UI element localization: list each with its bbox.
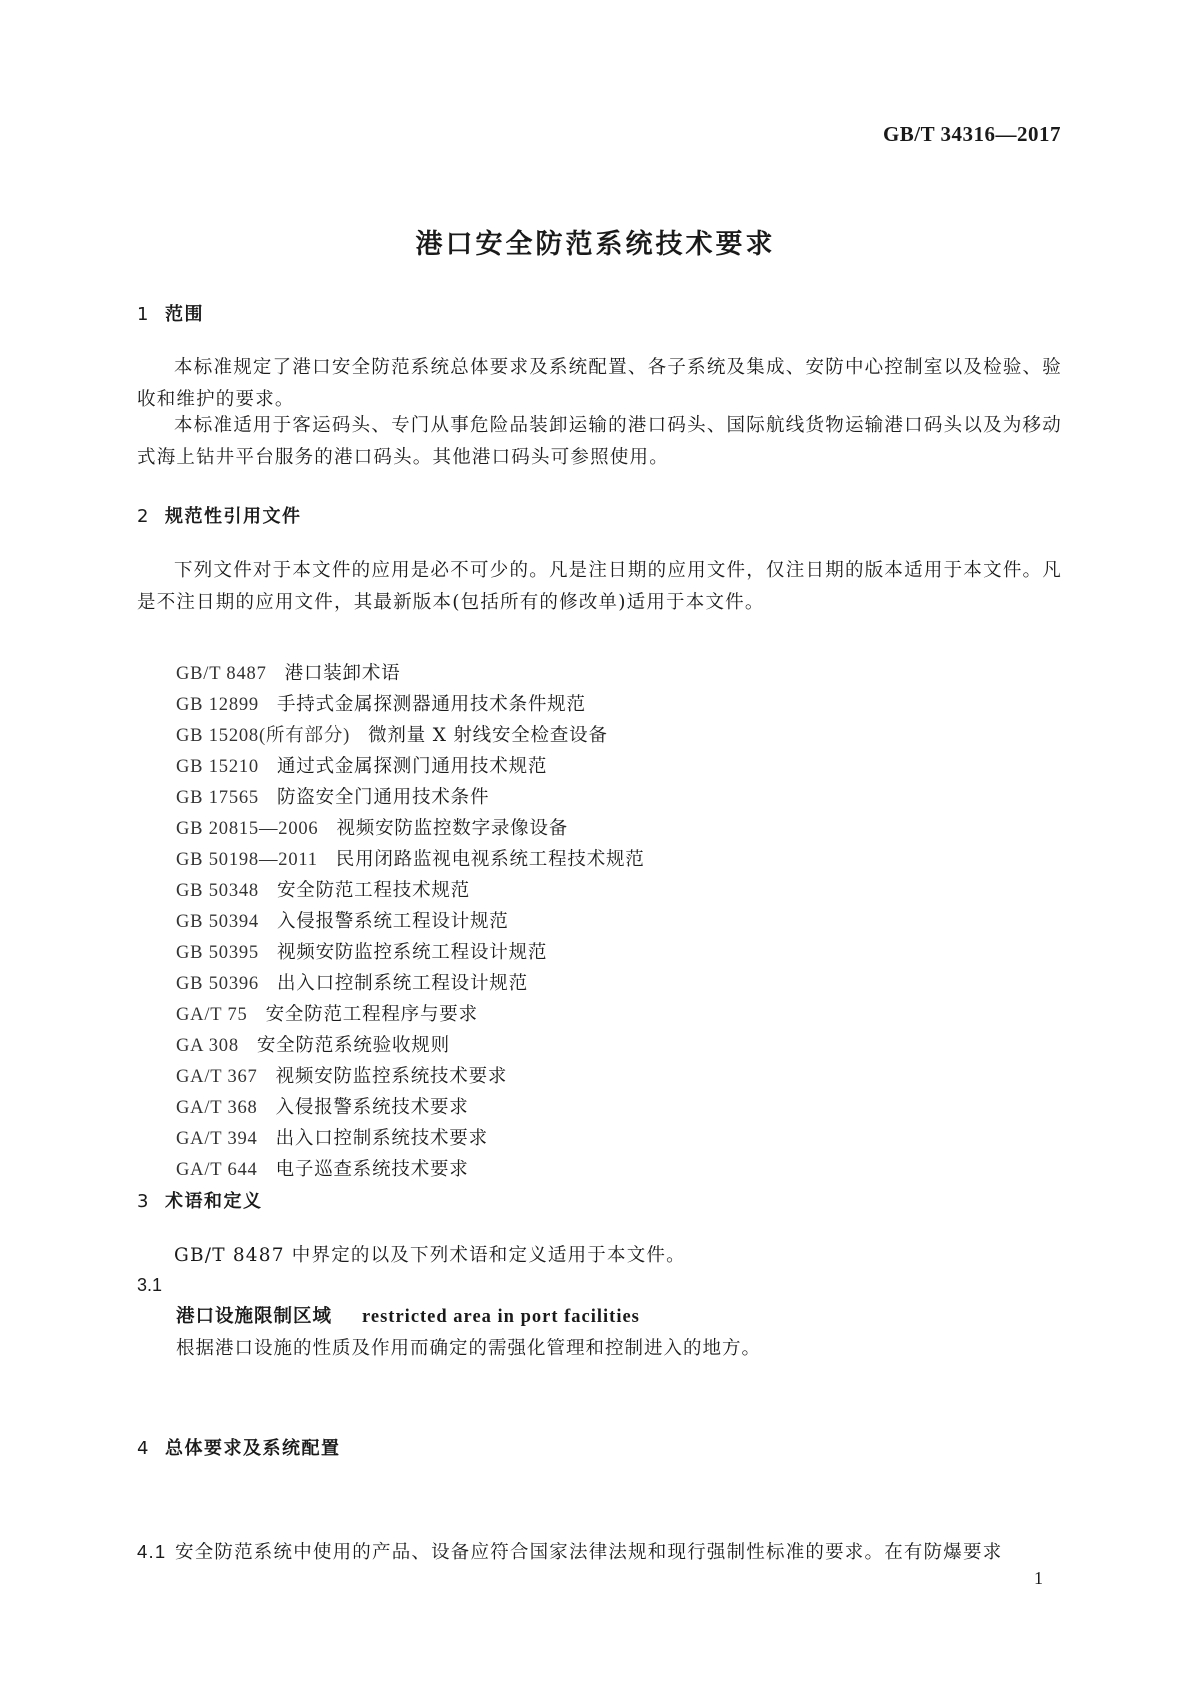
standard-code: GB/T 34316—2017	[882, 122, 1061, 146]
section-number: 3	[137, 1191, 150, 1212]
reference-code: GB 50395	[176, 943, 259, 963]
section-title: 术语和定义	[165, 1191, 263, 1212]
paragraph: 下列文件对于本文件的应用是必不可少的。凡是注日期的应用文件，仅注日期的版本适用于本文件。凡是不注日期的应用文件，其最新版本(包括所有的修改单)适用于本文件。	[137, 560, 1062, 613]
reference-title: 视频安防监控数字录像设备	[336, 818, 569, 839]
reference-item	[176, 1030, 645, 1061]
reference-code: GB 50348	[176, 881, 259, 901]
reference-item	[176, 658, 645, 689]
document-title: 港口安全防范系统技术要求	[415, 229, 776, 260]
paragraph: GB/T 8487 中界定的以及下列术语和定义适用于本文件。	[174, 1245, 686, 1266]
reference-code: GA/T 368	[176, 1098, 258, 1118]
reference-title: 安全防范工程程序与要求	[265, 1004, 478, 1025]
section-heading-scope	[137, 300, 204, 326]
reference-item	[176, 1123, 645, 1154]
reference-code: GA/T 367	[176, 1067, 258, 1087]
reference-item	[176, 751, 645, 782]
reference-code: GB 20815—2006	[176, 819, 319, 839]
page-number: 1	[1034, 1568, 1043, 1588]
section-title: 范围	[165, 304, 204, 325]
reference-item	[176, 813, 645, 844]
term-chinese: 港口设施限制区域	[176, 1306, 333, 1327]
reference-title: 入侵报警系统技术要求	[275, 1097, 469, 1118]
reference-item	[176, 844, 645, 875]
clause-number: 4.1	[137, 1541, 167, 1562]
reference-title: 出入口控制系统技术要求	[275, 1128, 488, 1149]
reference-code: GB 15208(所有部分)	[176, 726, 351, 746]
clause-text: 安全防范系统中使用的产品、设备应符合国家法律法规和现行强制性标准的要求。在有防爆要求	[175, 1542, 1003, 1563]
reference-code: GB 15210	[176, 757, 259, 777]
reference-item	[176, 689, 645, 720]
reference-code: GA/T 394	[176, 1129, 258, 1149]
reference-code: GB/T 8487	[176, 664, 267, 684]
reference-code: GB 50198—2011	[176, 850, 318, 870]
section-heading-general-requirements	[137, 1434, 341, 1460]
reference-item	[176, 999, 645, 1030]
reference-list	[176, 658, 645, 1185]
reference-item	[176, 782, 645, 813]
clause-4-1	[137, 1538, 1002, 1564]
paragraph: 本标准适用于客运码头、专门从事危险品装卸运输的港口码头、国际航线货物运输港口码头以及为移动式海上钻井平台服务的港口码头。其他港口码头可参照使用。	[137, 415, 1062, 468]
term-heading	[176, 1302, 640, 1328]
reference-code: GB 50394	[176, 912, 259, 932]
reference-code: GA/T 644	[176, 1160, 258, 1180]
reference-title: 手持式金属探测器通用技术条件规范	[276, 694, 586, 715]
reference-title: 安全防范工程技术规范	[276, 880, 470, 901]
reference-code: GB 17565	[176, 788, 259, 808]
reference-title: 安全防范系统验收规则	[256, 1035, 450, 1056]
reference-code: GA/T 75	[176, 1005, 248, 1025]
section-heading-terms-definitions	[137, 1187, 263, 1213]
section-heading-normative-references	[137, 502, 302, 528]
reference-item	[176, 1154, 645, 1185]
section-number: 4	[137, 1438, 150, 1459]
reference-title: 视频安防监控系统工程设计规范	[276, 942, 548, 963]
reference-item	[176, 1061, 645, 1092]
reference-title: 民用闭路监视电视系统工程技术规范	[335, 849, 645, 870]
reference-item	[176, 1092, 645, 1123]
reference-title: 防盗安全门通用技术条件	[276, 787, 490, 808]
paragraph: 本标准规定了港口安全防范系统总体要求及系统配置、各子系统及集成、安防中心控制室以及检验、验收和维护的要求。	[137, 357, 1062, 410]
term-english: restricted area in port facilities	[362, 1307, 640, 1327]
section-number: 2	[137, 506, 150, 527]
term-definition: 根据港口设施的性质及作用而确定的需强化管理和控制进入的地方。	[176, 1338, 762, 1359]
reference-item	[176, 720, 645, 751]
reference-item	[176, 875, 645, 906]
reference-item	[176, 906, 645, 937]
reference-title: 入侵报警系统工程设计规范	[276, 911, 509, 932]
reference-title: 电子巡查系统技术要求	[275, 1159, 469, 1180]
reference-code: GA 308	[176, 1036, 239, 1056]
reference-title: 出入口控制系统工程设计规范	[276, 973, 528, 994]
reference-code: GB 50396	[176, 974, 259, 994]
section-number: 1	[137, 304, 150, 325]
reference-item	[176, 968, 645, 999]
section-title: 总体要求及系统配置	[165, 1438, 341, 1459]
reference-title: 微剂量 X 射线安全检查设备	[368, 725, 608, 746]
term-number: 3.1	[137, 1275, 163, 1295]
reference-item	[176, 937, 645, 968]
reference-title: 通过式金属探测门通用技术规范	[276, 756, 548, 777]
section-title: 规范性引用文件	[165, 506, 302, 527]
reference-title: 港口装卸术语	[284, 663, 401, 684]
reference-code: GB 12899	[176, 695, 259, 715]
reference-title: 视频安防监控系统技术要求	[275, 1066, 508, 1087]
